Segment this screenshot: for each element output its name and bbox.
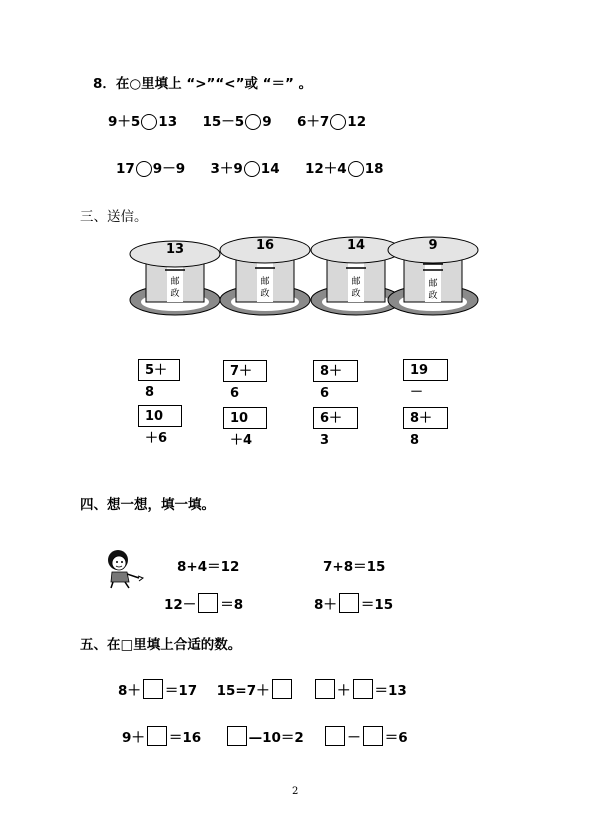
mailbox-number: 14 [346,238,366,253]
equation-right: ＝6 [384,730,408,746]
mailbox-13 [129,240,221,320]
equation-left: 8＋ [118,683,141,699]
expr-right: 14 [260,161,280,177]
letter-card[interactable]: 19 － [403,359,448,381]
mailbox-label: 邮政 [260,277,270,299]
answer-box[interactable] [339,593,359,613]
answer-box[interactable] [363,726,383,746]
equation-right: ＝15 [360,597,394,613]
mailbox-number: 16 [255,238,275,253]
expr-left: 17 [116,161,135,177]
equation-right: ＝13 [374,683,407,699]
equation-left: 12－ [164,597,197,613]
answer-box[interactable] [198,593,218,613]
equation-right: —10＝2 [248,730,304,746]
q8-title: 8．在○里填上 “>”“<”或 “＝” 。 [93,76,313,92]
equation-fill-2 [314,593,393,613]
letter-card[interactable]: 7＋6 [223,360,267,382]
mailbox-number: 13 [165,242,185,257]
answer-box[interactable] [325,726,345,746]
expr-right: 18 [364,161,384,177]
answer-box[interactable] [315,679,335,699]
mailbox-label: 邮政 [170,277,180,299]
page-number: 2 [292,786,299,797]
equation-example-1: 8+4＝12 [177,559,240,575]
expr-right: 9－9 [152,161,186,177]
operator: ＋ [337,683,351,699]
mailbox-label: 邮政 [351,277,361,299]
child-thinking-illustration [103,548,147,590]
operator: － [347,730,361,746]
expr-right: 9 [262,114,272,130]
compare-circle[interactable] [141,114,157,130]
equation-example-2: 7+8＝15 [323,559,386,575]
child-icon [103,548,147,590]
equation-right: ＝17 [164,683,198,699]
letter-card[interactable]: 5＋8 [138,359,180,381]
mailbox-9 [387,236,479,316]
compare-circle[interactable] [348,161,364,177]
mailbox-label: 邮政 [428,279,438,301]
section3-title: 三、送信。 [80,209,148,225]
s5-row2 [122,726,408,746]
expr-left: 15－5 [202,114,245,130]
answer-box[interactable] [147,726,167,746]
equation-fill-1 [164,593,243,613]
expr-left: 9＋5 [108,114,141,130]
equation-left: 8＋ [314,597,337,613]
equation-left: 15=7＋ [216,683,270,699]
expr-right: 13 [158,114,178,130]
mailbox-16 [219,236,311,316]
q8-row2 [116,157,383,177]
compare-circle[interactable] [245,114,261,130]
expr-left: 6＋7 [297,114,330,130]
s5-row1 [118,679,407,699]
mailbox-number: 9 [428,238,438,253]
compare-circle[interactable] [244,161,260,177]
answer-box[interactable] [227,726,247,746]
answer-box[interactable] [353,679,373,699]
section5-title: 五、在□里填上合适的数。 [80,637,242,653]
answer-box[interactable] [143,679,163,699]
compare-circle[interactable] [330,114,346,130]
expr-right: 12 [347,114,367,130]
q8-row1 [108,110,366,130]
letter-card[interactable]: 8＋8 [403,407,448,429]
section4-title: 四、想一想，填一填。 [80,497,215,513]
expr-left: 12＋4 [305,161,347,177]
expr-left: 3＋9 [210,161,243,177]
equation-right: ＝8 [220,597,244,613]
equation-right: ＝16 [168,730,202,746]
letter-card[interactable]: 6＋3 [313,407,358,429]
letter-card[interactable]: 10＋4 [223,407,267,429]
letter-card[interactable]: 10＋6 [138,405,182,427]
equation-left: 9＋ [122,730,145,746]
letter-card[interactable]: 8＋6 [313,360,358,382]
answer-box[interactable] [272,679,292,699]
compare-circle[interactable] [136,161,152,177]
